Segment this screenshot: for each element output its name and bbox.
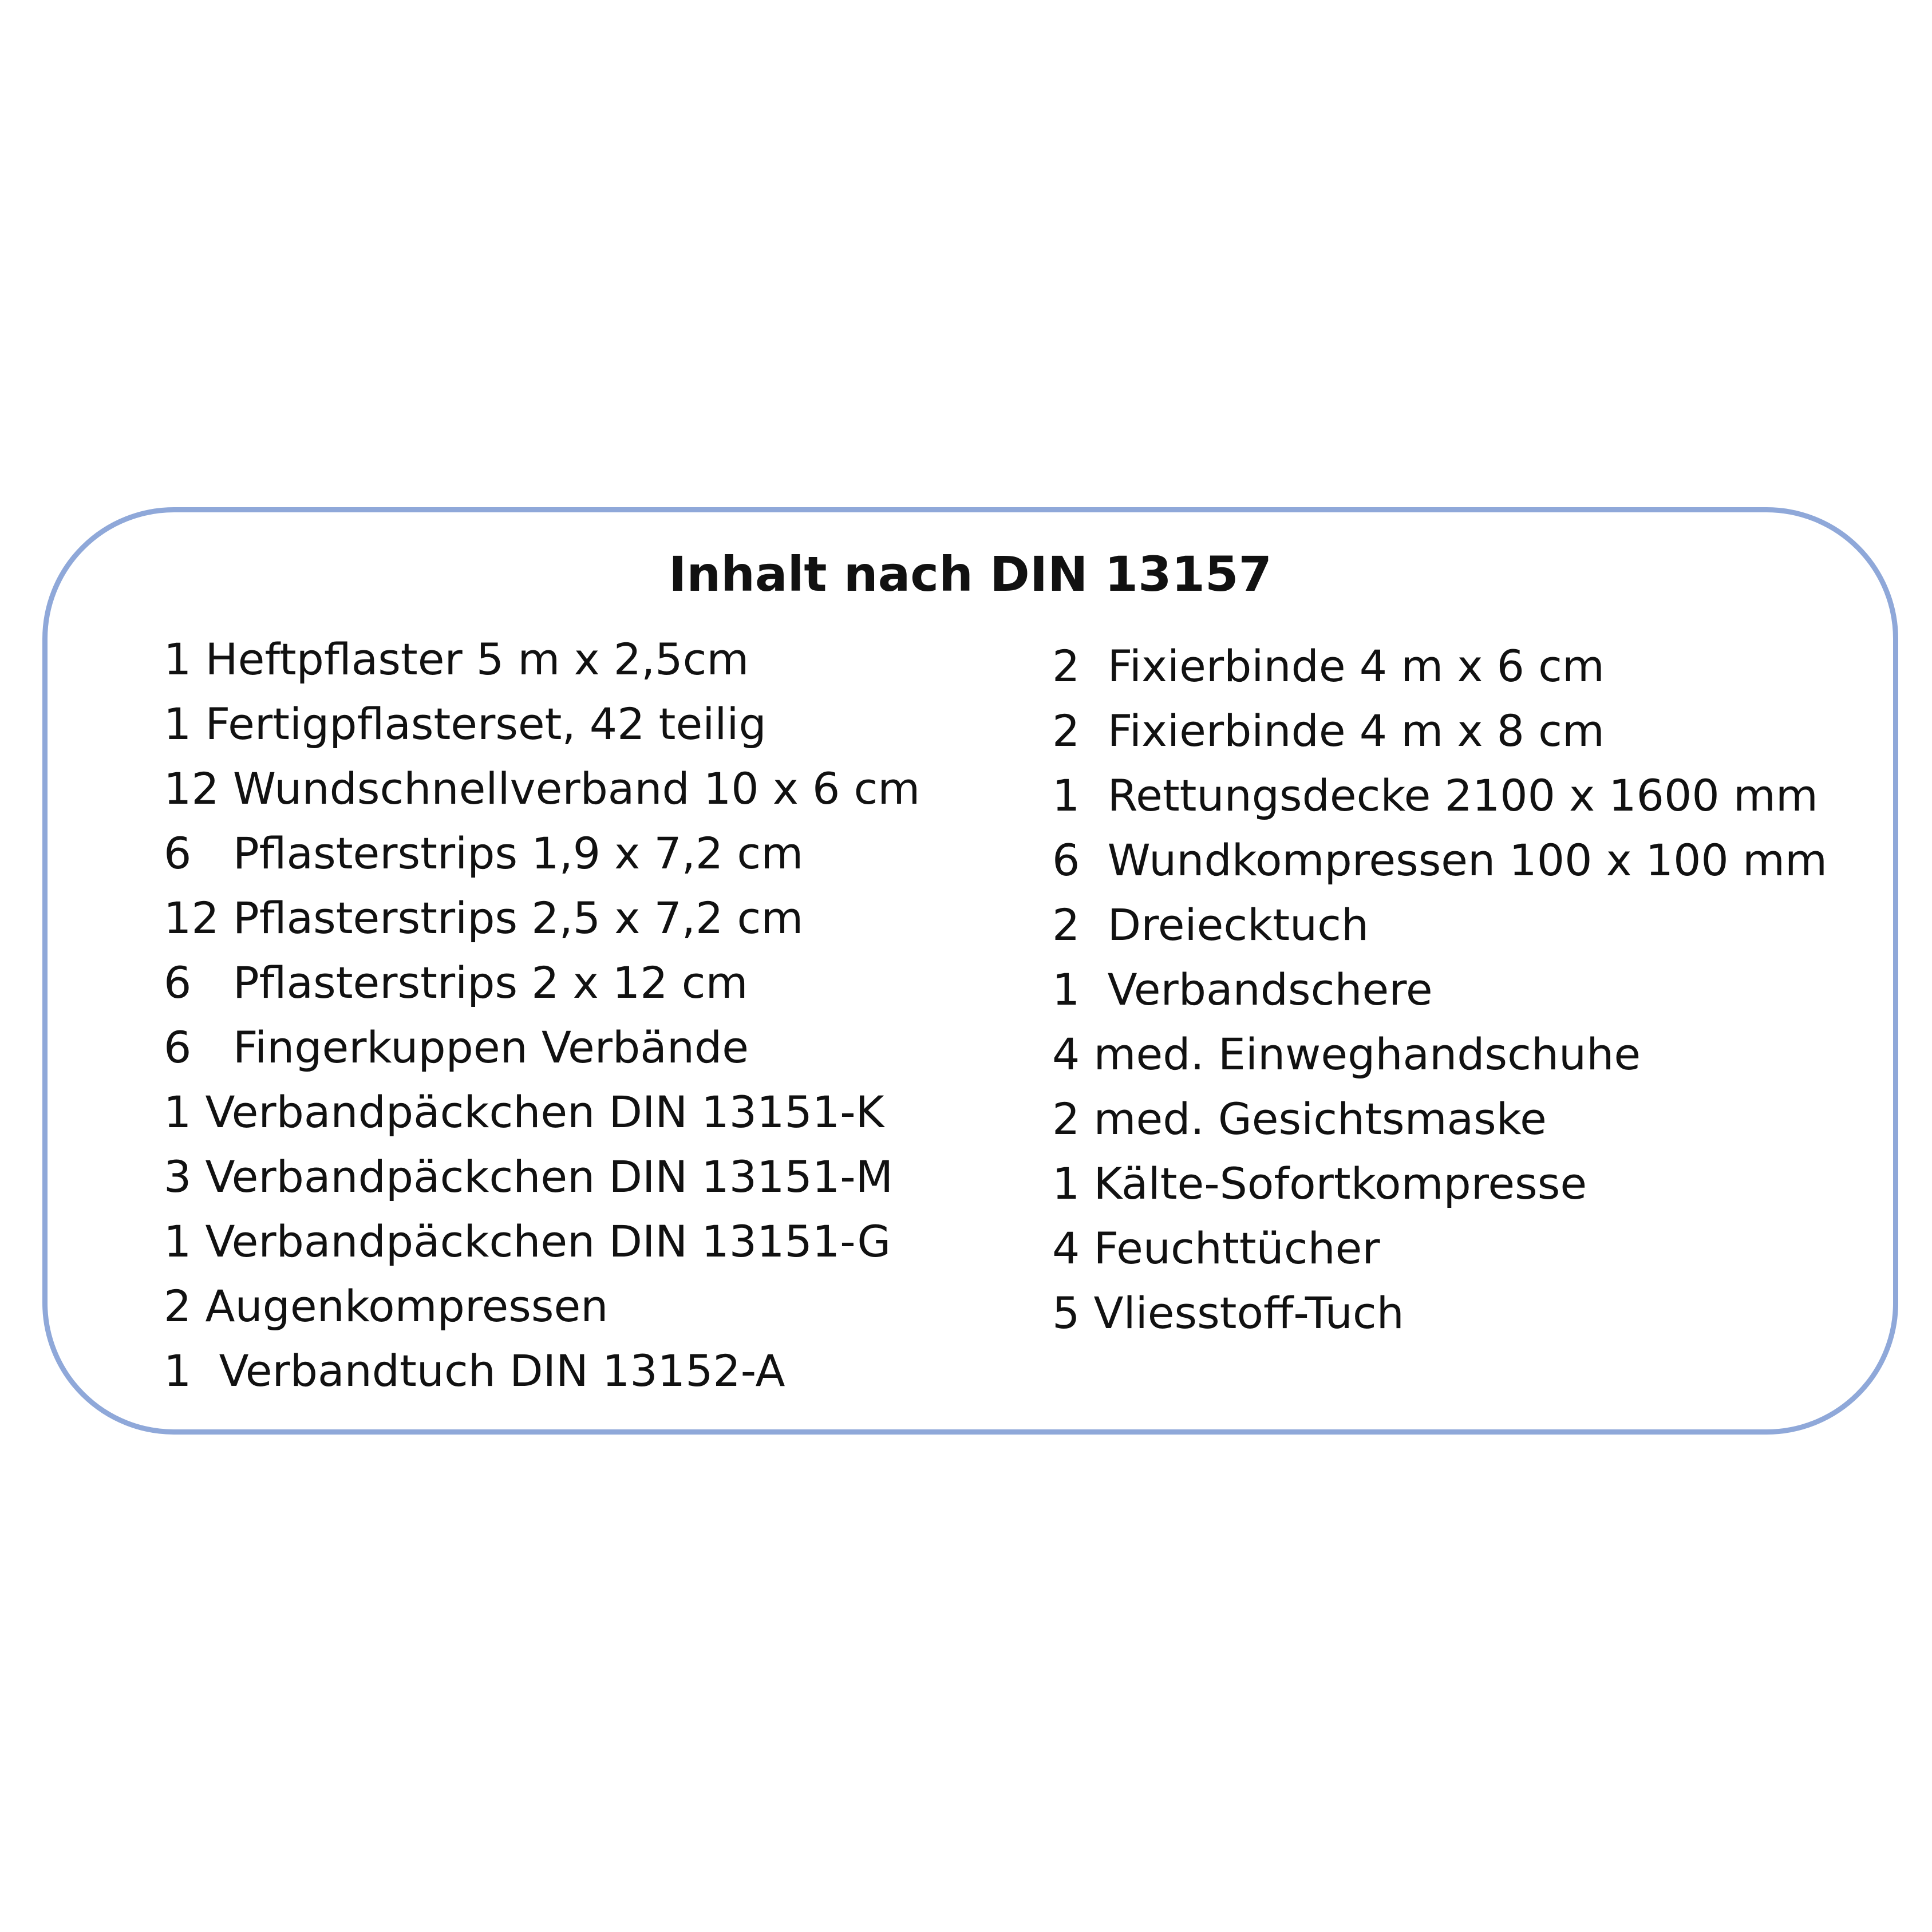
list-item: 1 Verbandpäckchen DIN 13151-G	[164, 1216, 891, 1267]
contents-card	[42, 507, 1898, 1435]
list-item: 1 Rettungsdecke 2100 x 1600 mm	[1052, 770, 1818, 821]
list-item: 4 med. Einweghandschuhe	[1052, 1029, 1641, 1080]
list-item: 6 Pflasterstrips 2 x 12 cm	[164, 957, 748, 1008]
right-item-list	[1052, 634, 1827, 1345]
list-item: 1 Verbandschere	[1052, 964, 1433, 1015]
contents-title: Inhalt nach DIN 13157	[669, 546, 1272, 602]
list-item: 2 Fixierbinde 4 m x 6 cm	[1052, 641, 1605, 692]
list-item: 5 Vliesstoff-Tuch	[1052, 1287, 1404, 1338]
list-item: 1 Verbandpäckchen DIN 13151-K	[164, 1086, 884, 1137]
list-item: 1 Kälte-Sofortkompresse	[1052, 1158, 1587, 1209]
left-item-list	[164, 627, 920, 1403]
list-item: 4 Feuchttücher	[1052, 1223, 1380, 1274]
list-item: 1 Heftpflaster 5 m x 2,5cm	[164, 634, 749, 685]
list-item: 6 Fingerkuppen Verbände	[164, 1022, 749, 1073]
list-item: 2 Fixierbinde 4 m x 8 cm	[1052, 705, 1605, 756]
list-item: 2 Augenkompressen	[164, 1281, 609, 1332]
list-item: 6 Pflasterstrips 1,9 x 7,2 cm	[164, 828, 804, 879]
list-item: 1 Verbandtuch DIN 13152-A	[164, 1345, 785, 1396]
list-item: 1 Fertigpflasterset, 42 teilig	[164, 698, 767, 749]
list-item: 12 Pflasterstrips 2,5 x 7,2 cm	[164, 892, 804, 943]
list-item: 6 Wundkompressen 100 x 100 mm	[1052, 835, 1828, 886]
list-item: 3 Verbandpäckchen DIN 13151-M	[164, 1151, 894, 1202]
list-item: 12 Wundschnellverband 10 x 6 cm	[164, 763, 920, 814]
list-item: 2 med. Gesichtsmaske	[1052, 1093, 1547, 1144]
list-item: 2 Dreiecktuch	[1052, 899, 1369, 950]
